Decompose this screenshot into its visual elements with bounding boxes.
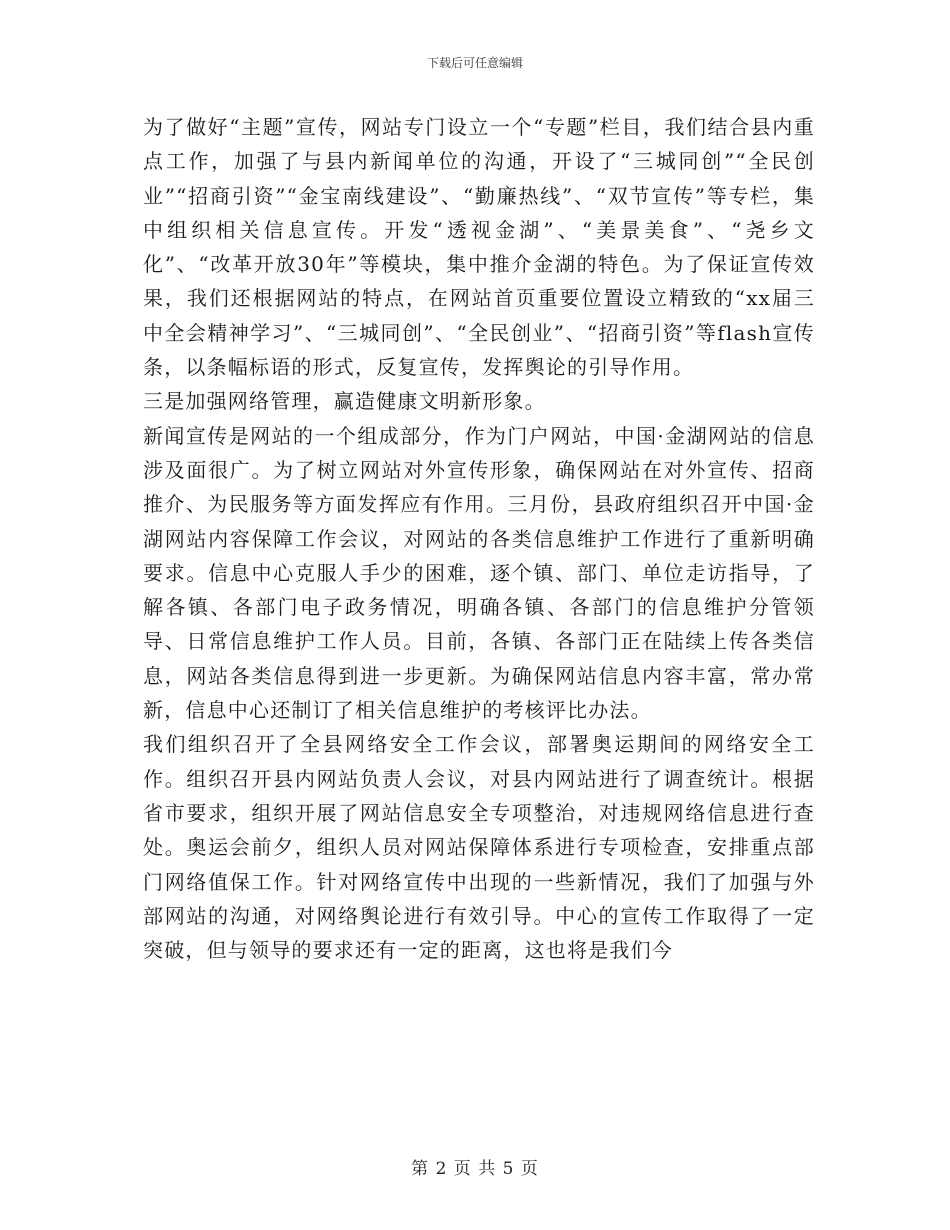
paragraph-4: 我们组织召开了全县网络安全工作会议，部署奥运期间的网络安全工作。组织召开县内网站负责人会议，对县内网站进行了调查统计。根据省市要求，组织开展了网站信息安全专项整治，对违规网络信息进行查处。奥运会前夕，组织人员对网站保障体系进行专项检查，安排重点部门网络值保工作。针对网络宣传中出现的一些新情况，我们了加强与外部网站的沟通，对网络舆论进行有效引导。中心的宣传工作取得了一定突破，但与领导的要求还有一定的距离，这也将是我们今	[143, 732, 815, 963]
document-body	[143, 110, 815, 967]
paragraph-2: 三是加强网络管理，赢造健康文明新形象。	[143, 389, 546, 414]
paragraph-3: 新闻宣传是网站的一个组成部分，作为门户网站，中国·金湖网站的信息涉及面很广。为了树立网站对外宣传形象，确保网站在对外宣传、招商推介、为民服务等方面发挥应有作用。三月份，县政府组织召开中国·金湖网站内容保障工作会议，对网站的各类信息维护工作进行了重新明确要求。信息中心克服人手少的困难，逐个镇、部门、单位走访指导，了解各镇、各部门电子政务情况，明确各镇、各部门的信息维护分管领导、日常信息维护工作人员。目前，各镇、各部门正在陆续上传各类信息，网站各类信息得到进一步更新。为确保网站信息内容丰富，常办常新，信息中心还制订了相关信息维护的考核评比办法。	[143, 423, 815, 723]
page-footer: 第 2 页 共 5 页	[411, 1159, 539, 1179]
page-header: 下载后可任意编辑	[426, 56, 523, 70]
paragraph-1: 为了做好“主题”宣传，网站专门设立一个“专题”栏目，我们结合县内重点工作，加强了与县内新闻单位的沟通，开设了“三城同创”“全民创业”“招商引资”“金宝南线建设”、“勤廉热线”、“双节宣传”等专栏，集中组织相关信息宣传。开发“透视金湖”、“美景美食”、“尧乡文化”、“改革开放30年”等模块，集中推介金湖的特色。为了保证宣传效果，我们还根据网站的特点，在网站首页重要位置设立精致的“xx届三中全会精神学习”、“三城同创”、“全民创业”、“招商引资”等flash宣传条，以条幅标语的形式，反复宣传，发挥舆论的引导作用。	[143, 115, 815, 380]
